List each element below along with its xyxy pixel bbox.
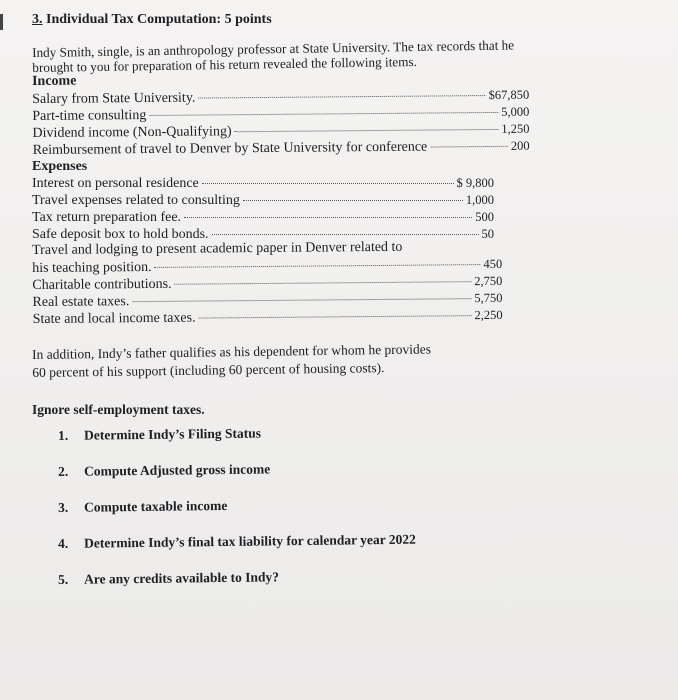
expense-amount: 1,000 (465, 193, 494, 208)
expense-amount: 2,250 (474, 307, 503, 322)
expense-amount: $ 9,800 (456, 176, 494, 191)
intro-line-2: brought to you for preparation of his return revealed the following items. (32, 53, 417, 75)
question-item-number: 1. (58, 427, 69, 443)
dot-leader (430, 145, 508, 147)
expense-label: Charitable contributions. (32, 276, 172, 293)
dot-leader (132, 298, 471, 302)
expense-label: Travel expenses related to consulting (32, 193, 240, 209)
income-amount: 1,250 (501, 121, 530, 136)
expense-label: State and local income taxes. (32, 310, 196, 327)
dot-leader (155, 264, 481, 268)
dot-leader (202, 183, 454, 184)
expense-row (32, 175, 494, 192)
dot-leader (184, 217, 472, 218)
question-item (58, 568, 416, 608)
dependent-line-1: In addition, Indy’s father qualifies as his dependent for whom he provides (32, 341, 432, 362)
question-list (58, 425, 416, 608)
question-item-text: Compute taxable income (83, 497, 228, 515)
question-item-number: 2. (58, 463, 69, 479)
dot-leader (235, 129, 499, 132)
expense-label: Safe deposit box to hold bonds. (32, 227, 209, 243)
question-item-text: Determine Indy’s Filing Status (83, 425, 262, 443)
expense-label: Tax return preparation fee. (32, 210, 182, 226)
expense-amount: 5,750 (474, 290, 503, 305)
expense-label: Real estate taxes. (32, 293, 130, 310)
dot-leader (199, 315, 472, 318)
question-item (58, 460, 416, 500)
question-item-text: Are any credits available to Indy? (83, 569, 280, 587)
expense-row (32, 209, 494, 226)
question-item (58, 496, 416, 536)
question-number: 3. (32, 12, 43, 27)
question-item-text: Determine Indy’s final tax liability for calendar year 2022 (83, 531, 416, 551)
dot-leader (198, 95, 485, 99)
expenses-section-continued (32, 239, 553, 328)
income-label: Reimbursement of travel to Denver by State University for conference (32, 139, 428, 158)
travel-expense-label-line: Travel and lodging to present academic paper in Denver related to (32, 239, 403, 259)
dot-leader (243, 200, 463, 201)
page-edge-mark (0, 14, 3, 30)
dot-leader (149, 112, 498, 116)
expenses-heading: Expenses (32, 158, 88, 174)
tax-records (32, 74, 552, 328)
question-item-text: Compute Adjusted gross income (83, 461, 271, 479)
income-heading: Income (32, 73, 77, 89)
dependent-paragraph (32, 340, 492, 382)
expense-amount: 450 (483, 256, 503, 271)
income-label: Salary from State University. (32, 90, 196, 107)
intro-line-1: Indy Smith, single, is an anthropology professor at State University. The tax records that he (32, 37, 515, 60)
expenses-section (32, 175, 552, 243)
income-label: Dividend income (Non-Qualifying) (32, 123, 232, 141)
question-item-number: 3. (58, 499, 69, 515)
expense-amount: 50 (481, 227, 494, 242)
expense-row (32, 192, 494, 209)
income-amount: $67,850 (488, 87, 530, 102)
income-label: Part-time consulting (32, 107, 147, 124)
income-amount: 5,000 (501, 104, 530, 119)
dot-leader (212, 234, 479, 235)
ignore-instruction: Ignore self-employment taxes. (32, 402, 205, 417)
dot-leader (175, 281, 472, 285)
income-amount: 200 (510, 138, 530, 153)
expense-amount: 500 (475, 210, 494, 225)
dependent-line-2: 60 percent of his support (including 60 percent of housing costs). (32, 360, 385, 380)
question-title-text: Individual Tax Computation: 5 points (46, 12, 272, 27)
question-title (32, 12, 272, 28)
income-section (32, 69, 553, 158)
expense-label: his teaching position. (32, 259, 152, 276)
question-item-number: 5. (58, 571, 69, 587)
expense-label: Interest on personal residence (32, 176, 199, 192)
expense-amount: 2,750 (474, 273, 503, 288)
question-item (58, 532, 416, 572)
question-item (58, 424, 416, 464)
question-item-number: 4. (58, 535, 69, 551)
